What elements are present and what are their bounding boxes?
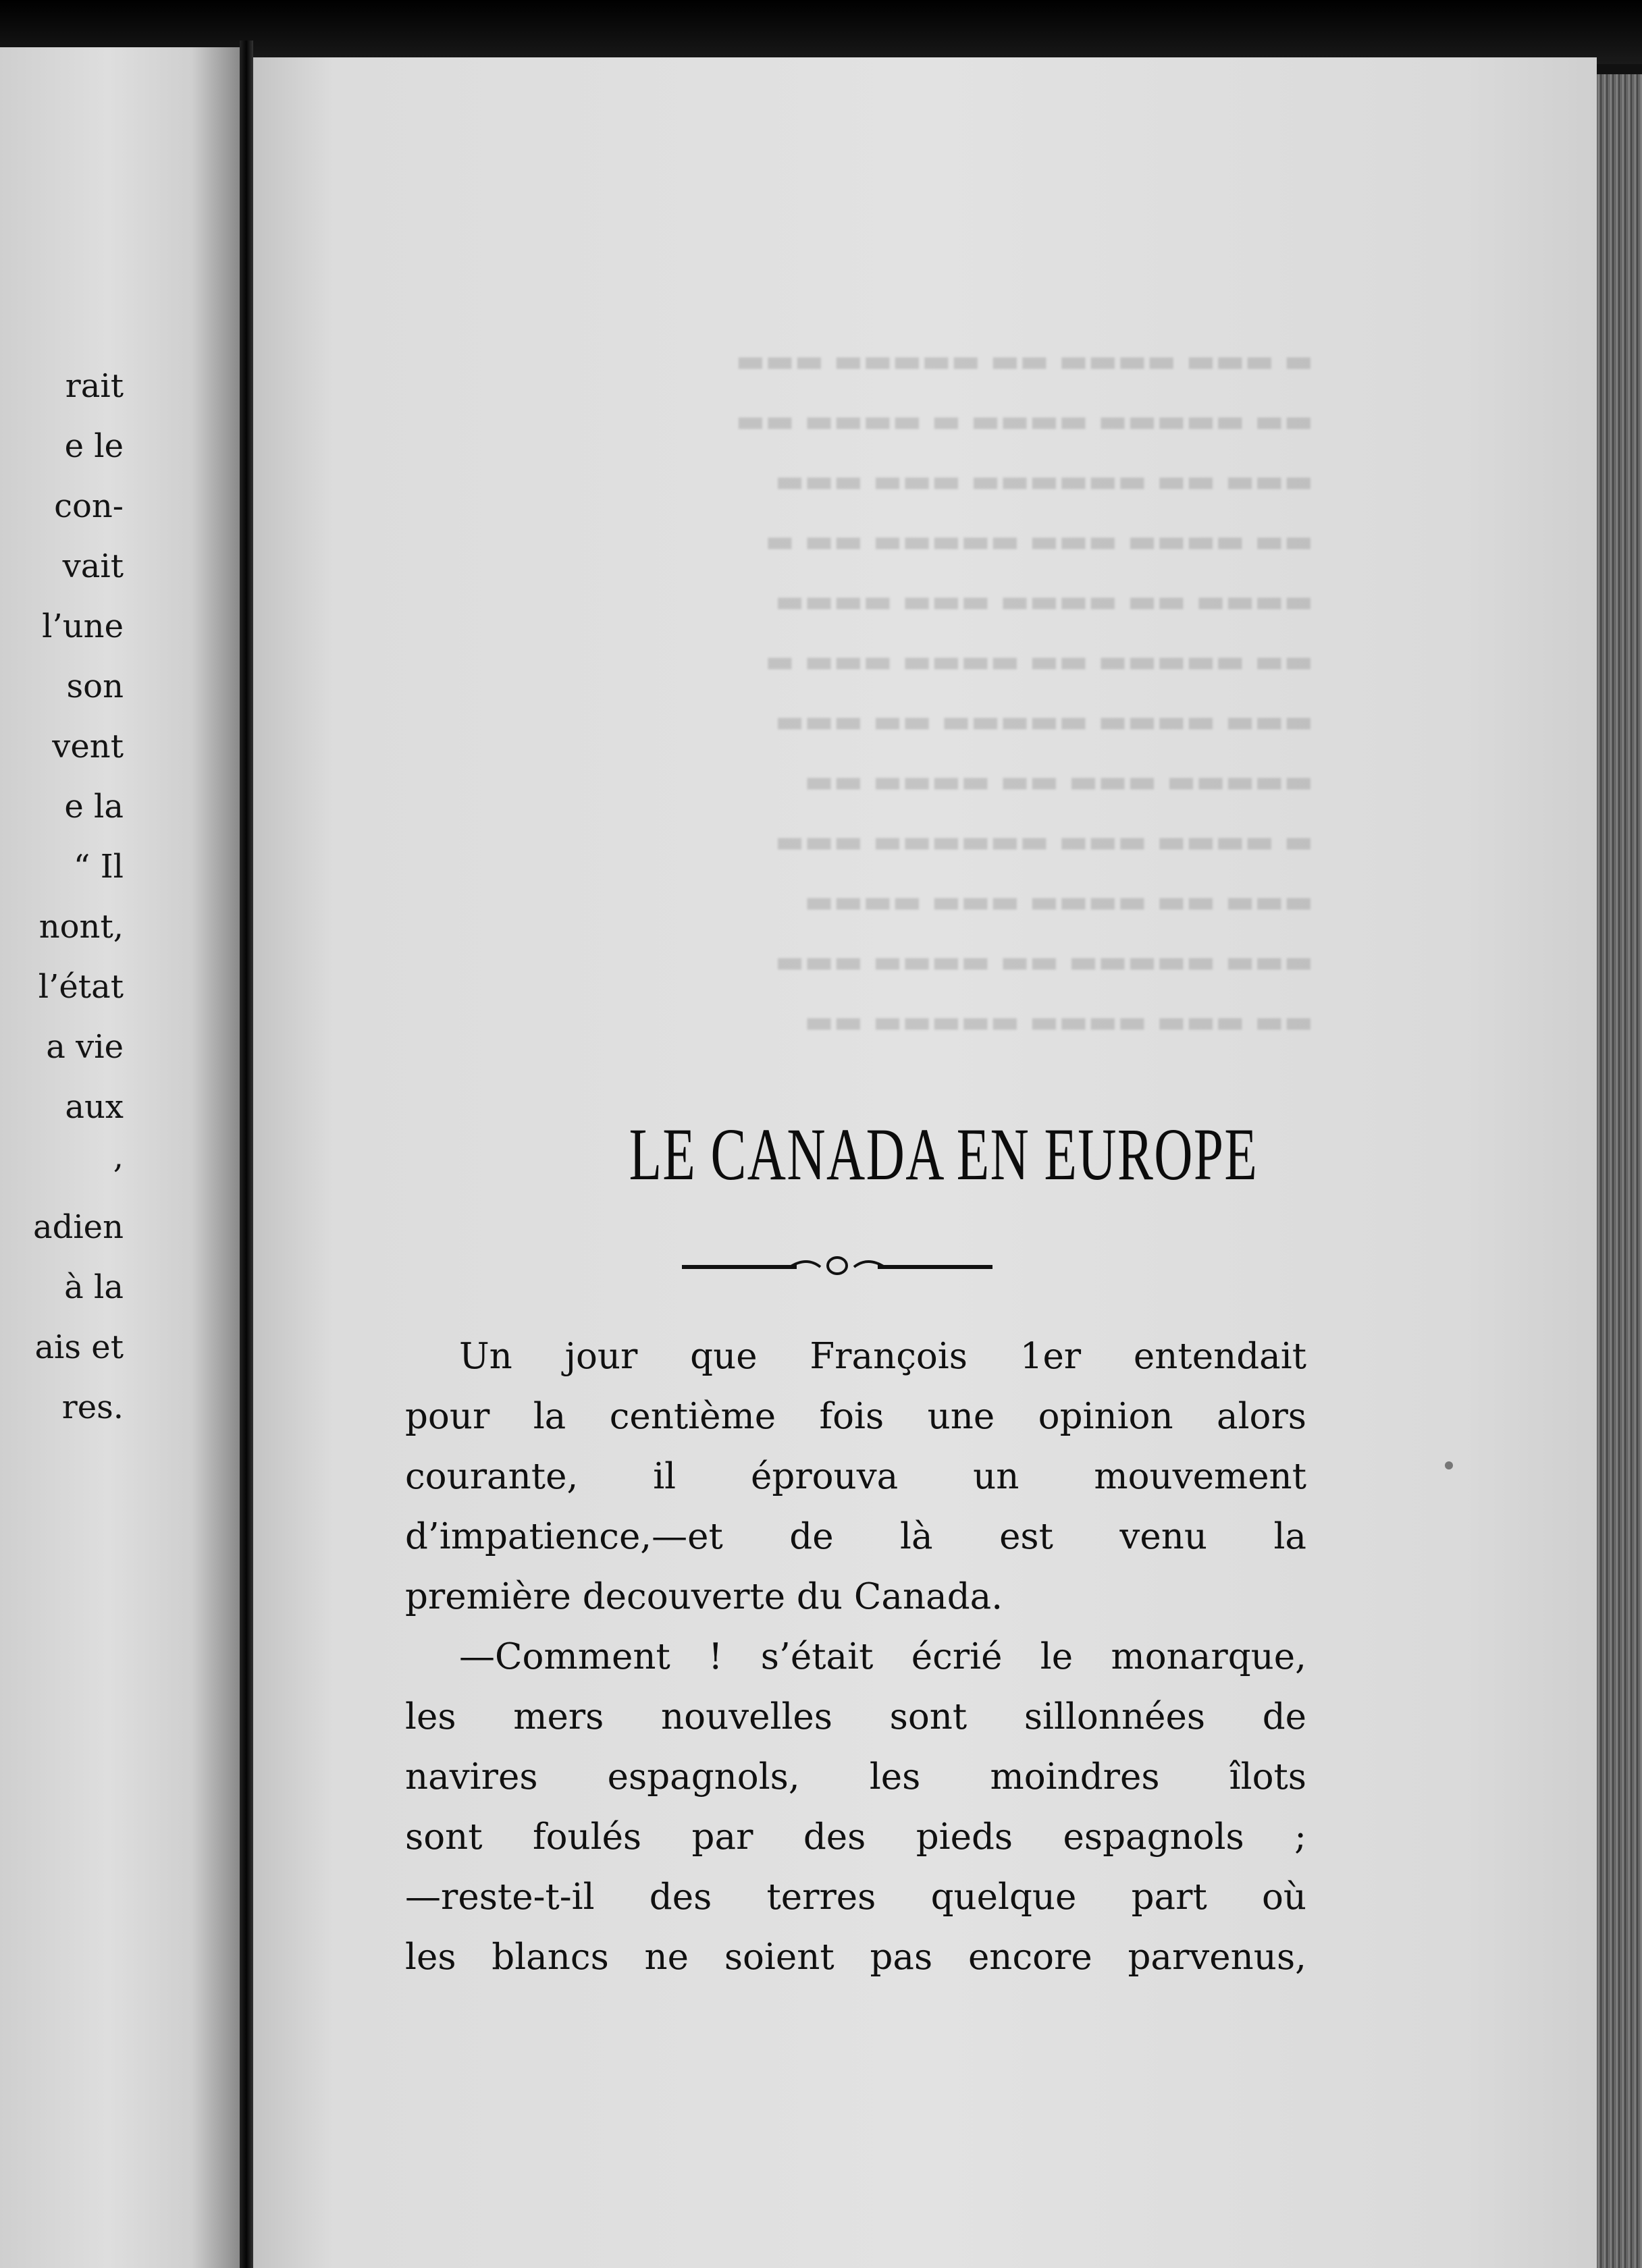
text-line: —Comment ! s’était écrié le monarque, <box>459 1636 1306 1677</box>
left-page-line: con- <box>54 487 124 525</box>
left-page-line: aux <box>65 1088 124 1126</box>
page-edge <box>1597 74 1642 2268</box>
text-line: pour la centième fois une opinion alors <box>405 1396 1306 1437</box>
left-page-line: nont, <box>38 908 124 946</box>
ink-spot <box>1445 1461 1453 1469</box>
left-page-line: vait <box>62 547 124 585</box>
left-page-line: e le <box>64 427 124 465</box>
text-line: sont foulés par des pieds espagnols ; <box>405 1816 1306 1858</box>
left-page-line: vent <box>52 728 124 765</box>
left-page-line: rait <box>65 367 124 405</box>
left-page-line: adien <box>32 1208 124 1246</box>
left-page-line: a vie <box>46 1028 124 1066</box>
ornament-divider <box>682 1252 992 1279</box>
text-line: les blancs ne soient pas encore parvenus, <box>405 1937 1306 1978</box>
text-line: —reste-t-il des terres quelque part où <box>405 1877 1306 1918</box>
paragraph <box>405 1627 1306 1987</box>
left-page-line: son <box>66 668 124 705</box>
text-line: d’impatience,—et de là est venu la <box>405 1516 1306 1557</box>
left-page-line: l’une <box>42 608 124 645</box>
left-page-line: “ Il <box>73 848 124 886</box>
left-page-line: e la <box>64 788 124 826</box>
chapter-title: LE CANADA EN EUROPE <box>629 1113 1259 1195</box>
left-page <box>0 47 240 2268</box>
paragraph <box>405 1326 1306 1627</box>
left-page-line: l’état <box>38 968 124 1006</box>
book-gutter <box>240 40 253 2268</box>
text-line: courante, il éprouva un mouvement <box>405 1456 1306 1497</box>
left-page-line: à la <box>64 1268 124 1306</box>
text-line: les mers nouvelles sont sillonnées de <box>405 1696 1306 1737</box>
left-page-line: ais et <box>34 1328 124 1366</box>
left-page-line: , <box>113 1138 124 1176</box>
text-line: Un jour que François 1er entendait <box>459 1336 1306 1377</box>
text-line: première decouverte du Canada. <box>405 1576 1003 1617</box>
bleed-through-texture: ▬ ▬▬▬ ▬▬▬▬ ▬▬ ▬▬▬▬▬ ▬▬▬ ▬▬ ▬▬▬▬▬ ▬▬▬▬ ▬ ▬▬▬▬ ▬▬ ▬▬▬ ▬▬ ▬▬▬▬▬▬ ▬▬▬ ▬▬▬ ▬▬ ▬▬▬▬ ▬▬▬ ▬▬▬▬▬ ▬▬ ▬ ▬▬▬▬ ▬▬ ▬▬▬▬ ▬▬▬ ▬▬▬▬ ▬▬ ▬▬▬▬▬ ▬▬ ▬▬▬▬ ▬▬▬ ▬ ▬▬▬ ▬▬▬▬ ▬▬▬▬▬ ▬▬ ▬▬▬ ▬▬▬▬▬ ▬▬▬ ▬▬ ▬▬▬▬ ▬▬ ▬ ▬▬▬▬ ▬▬▬ ▬▬▬▬▬▬ ▬▬▬ ▬▬▬ ▬▬ ▬▬▬▬ ▬▬▬ ▬▬▬▬ ▬▬▬ ▬▬▬▬▬ ▬▬ ▬▬▬▬ ▬▬▬ ▬▬ ▬▬▬ ▬▬▬▬ ▬▬▬▬▬ ▬▬ <box>735 342 1313 1040</box>
text-line: navires espagnols, les moindres îlots <box>405 1756 1306 1798</box>
left-page-line: res. <box>61 1388 124 1426</box>
body-text <box>405 1326 1306 1987</box>
